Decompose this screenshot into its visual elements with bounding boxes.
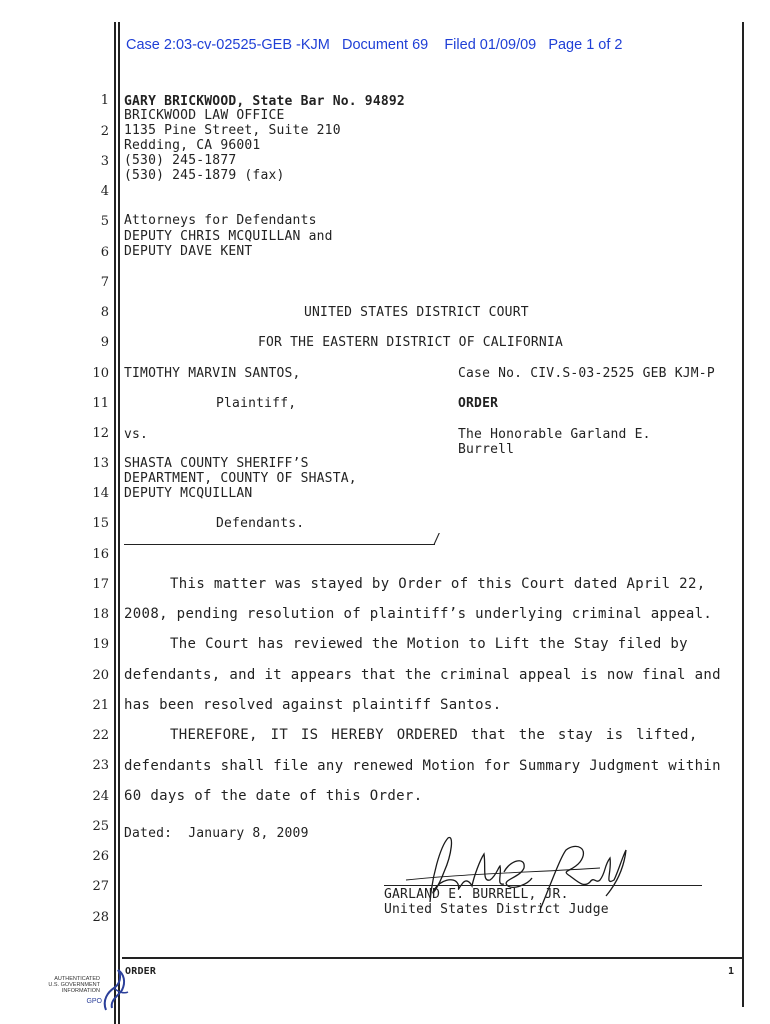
line-number: 8 — [100, 305, 109, 320]
line-number: 21 — [92, 698, 109, 713]
line-number: 6 — [100, 245, 109, 260]
attorneys-for-line: Attorneys for Defendants — [124, 213, 317, 228]
footer-rule — [122, 957, 742, 959]
left-margin-rule-outer — [114, 22, 116, 1024]
gpo-text: INFORMATION — [61, 988, 100, 994]
body-line: defendants, and it appears that the criminal appeal is now final and — [124, 667, 721, 683]
line-number: 11 — [92, 396, 109, 411]
gpo-text: AUTHENTICATED — [54, 976, 100, 982]
line-number: 13 — [92, 456, 109, 471]
filing-header: Case 2:03-cv-02525-GEB -KJM Document 69 Filed 01/09/09 Page 1 of 2 — [126, 37, 623, 53]
judge-title: United States District Judge — [384, 902, 609, 917]
versus: vs. — [124, 427, 149, 442]
court-name: UNITED STATES DISTRICT COURT — [304, 305, 529, 320]
line-number: 16 — [92, 547, 109, 562]
defendant-role: Defendants. — [216, 516, 305, 531]
attorney-city: Redding, CA 96001 — [124, 138, 261, 153]
body-line: defendants shall file any renewed Motion for Summary Judgment within — [124, 758, 721, 774]
body-line: 60 days of the date of this Order. — [124, 788, 423, 804]
dated-line: Dated: January 8, 2009 — [124, 826, 309, 841]
body-line: has been resolved against plaintiff Santos. — [124, 697, 502, 713]
footer-title: ORDER — [125, 966, 157, 977]
line-number: 27 — [92, 879, 109, 894]
line-number: 28 — [92, 910, 109, 925]
body-line: 2008, pending resolution of plaintiff’s underlying criminal appeal. — [124, 606, 713, 622]
body-line: The Court has reviewed the Motion to Lift the Stay filed by — [170, 636, 688, 652]
defendant-line: DEPUTY MCQUILLAN — [124, 486, 253, 501]
left-margin-rule-inner — [118, 22, 120, 1024]
attorneys-for-line: DEPUTY CHRIS MCQUILLAN and — [124, 229, 333, 244]
gpo-text: GPO — [86, 998, 102, 1005]
eagle-icon — [98, 966, 130, 1012]
line-number: 15 — [92, 516, 109, 531]
judge-line: Burrell — [458, 442, 515, 457]
defendant-line: DEPARTMENT, COUNTY OF SHASTA, — [124, 471, 357, 486]
judge-name: GARLAND E. BURRELL, JR. — [384, 887, 569, 902]
body-line: This matter was stayed by Order of this Court dated April 22, — [170, 576, 706, 592]
line-number: 7 — [100, 275, 109, 290]
gpo-text: U.S. GOVERNMENT — [48, 982, 100, 988]
line-number: 25 — [92, 819, 109, 834]
plaintiff-name: TIMOTHY MARVIN SANTOS, — [124, 366, 301, 381]
line-number: 24 — [92, 789, 109, 804]
court-district: FOR THE EASTERN DISTRICT OF CALIFORNIA — [258, 335, 564, 350]
attorneys-for-line: DEPUTY DAVE KENT — [124, 244, 253, 259]
case-number: Case No. CIV.S-03-2525 GEB KJM-P — [458, 366, 715, 381]
line-number: 4 — [100, 184, 109, 199]
line-number: 3 — [100, 154, 109, 169]
footer-page-number: 1 — [728, 966, 735, 977]
gpo-authentication-seal — [40, 966, 130, 1012]
line-number: 9 — [100, 335, 109, 350]
right-margin-rule — [742, 22, 744, 1007]
line-number: 17 — [92, 577, 109, 592]
line-number: 1 — [100, 93, 109, 108]
caption-underline — [124, 544, 435, 545]
plaintiff-role: Plaintiff, — [216, 396, 297, 411]
line-number: 10 — [92, 366, 109, 381]
line-number: 22 — [92, 728, 109, 743]
defendant-line: SHASTA COUNTY SHERIFF’S — [124, 456, 309, 471]
attorney-fax: (530) 245-1879 (fax) — [124, 168, 285, 183]
line-number: 14 — [92, 486, 109, 501]
attorney-street: 1135 Pine Street, Suite 210 — [124, 123, 341, 138]
attorney-name: GARY BRICKWOOD, State Bar No. 94892 — [124, 94, 405, 109]
body-line: THEREFORE, IT IS HEREBY ORDERED that the stay is lifted, — [170, 727, 698, 743]
attorney-phone: (530) 245-1877 — [124, 153, 237, 168]
attorney-office: BRICKWOOD LAW OFFICE — [124, 108, 285, 123]
line-number: 23 — [92, 758, 109, 773]
caption-slash: / — [433, 532, 442, 547]
line-number: 20 — [92, 668, 109, 683]
judge-line: The Honorable Garland E. — [458, 427, 651, 442]
document-title: ORDER — [458, 396, 499, 411]
line-number: 18 — [92, 607, 109, 622]
line-number: 2 — [100, 124, 109, 139]
line-number: 26 — [92, 849, 109, 864]
line-number: 5 — [100, 214, 109, 229]
line-number: 12 — [92, 426, 109, 441]
signature-line — [384, 885, 702, 886]
line-number: 19 — [92, 637, 109, 652]
